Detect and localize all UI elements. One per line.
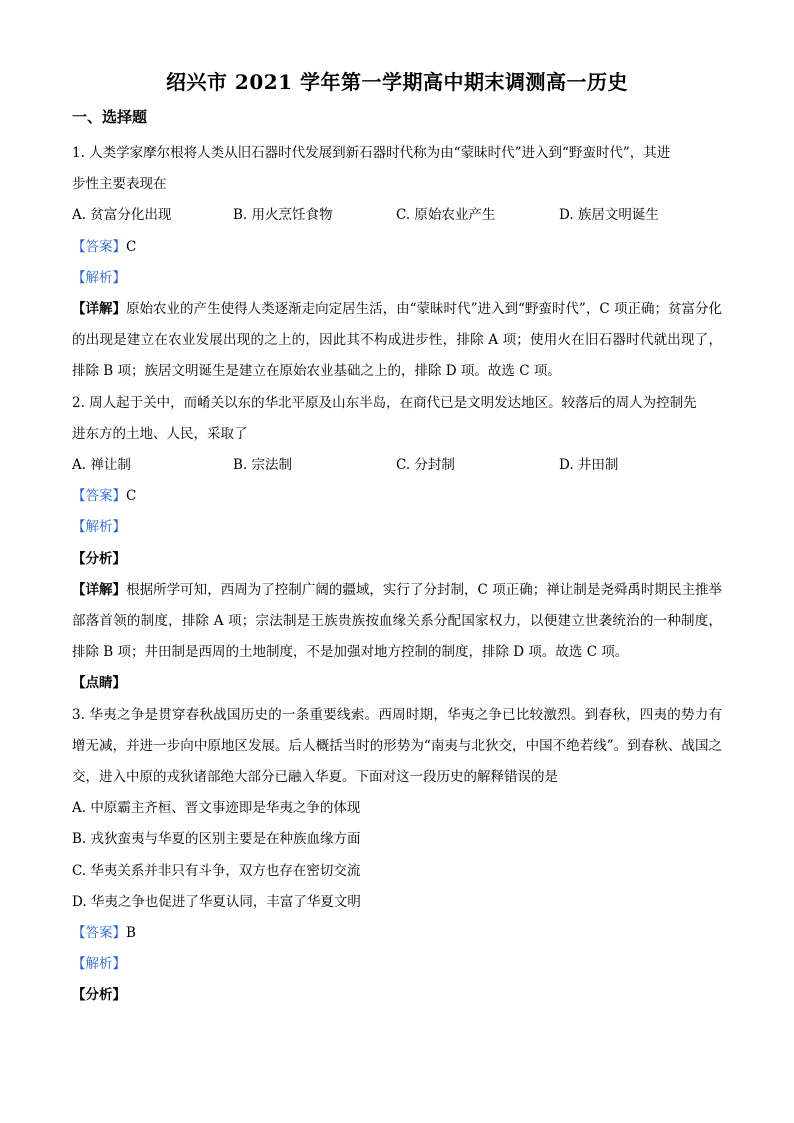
q2-breakdown: 【分析】 [72, 550, 126, 567]
answer-label: 【答案】 [72, 488, 126, 505]
q1-option-c: C. 原始农业产生 [396, 207, 496, 224]
q2-option-c: C. 分封制 [396, 457, 455, 474]
question-list [72, 138, 722, 1012]
q1-answer-value: C [126, 238, 137, 255]
q2-analysis [72, 512, 722, 543]
q3-breakdown: 【分析】 [72, 987, 126, 1004]
q1-option-d: D. 族居文明诞生 [559, 207, 659, 224]
section-heading: 一、选择题 [72, 108, 148, 126]
answer-label: 【答案】 [72, 238, 126, 255]
answer-label: 【答案】 [72, 925, 126, 942]
q2-answer [72, 481, 722, 512]
q1-detail [72, 294, 722, 388]
q1-answer [72, 232, 722, 263]
q1-analysis [72, 263, 722, 294]
q1-stem-line1: 1. 人类学家摩尔根将人类从旧石器时代发展到新石器时代称为由“蒙昧时代”进入到“野蛮时代”，其进 [72, 145, 671, 161]
detail-label: 【详解】 [72, 581, 127, 598]
q3-option-c: C. 华夷关系并非只有斗争，双方也存在密切交流 [72, 862, 361, 879]
q2-option-d: D. 井田制 [559, 457, 619, 474]
q1-detail-text: 原始农业的产生使得人类逐渐走向定居生活，由“蒙昧时代”进入到“野蛮时代”，C 项正确；贫富分化的出现是建立在农业发展出现的之上的，因此其不构成进步性，排除 A 项；使用火在旧石器时代就出现了，排除 B 项；族居文明诞生是建立在原始农业基础之上的，排除 D 项。故选 C 项。 [72, 301, 723, 380]
q3-option-a: A. 中原霸主齐桓、晋文事迹即是华夷之争的体现 [72, 800, 361, 817]
q2-comment: 【点睛】 [72, 675, 126, 692]
q3-stem: 3. 华夷之争是贯穿春秋战国历史的一条重要线索。西周时期，华夷之争已比较激烈。到春秋，四夷的势力有增无减，并进一步向中原地区发展。后人概括当时的形势为“南夷与北狄交，中国不绝若线”。到春秋、战国之交，进入中原的戎狄诸部绝大部分已融入华夏。下面对这一段历史的解释错误的是 [72, 706, 722, 786]
q3-analysis [72, 949, 722, 980]
q2-stem-line2: 进东方的土地、人民，采取了 [72, 425, 248, 442]
q2-options [72, 450, 722, 481]
page-title: 绍兴市 2021 学年第一学期高中期末调测高一历史 [165, 70, 629, 94]
q1-option-b: B. 用火烹饪食物 [233, 207, 333, 224]
analysis-label: 【解析】 [72, 519, 126, 536]
q3-answer-value: B [126, 925, 136, 942]
q2-answer-value: C [126, 488, 137, 505]
q3-option-d: D. 华夷之争也促进了华夏认同，丰富了华夏文明 [72, 893, 361, 910]
q1-stem-line2: 步性主要表现在 [72, 176, 167, 193]
q1-options [72, 200, 722, 231]
q2-option-a: A. 禅让制 [72, 457, 131, 474]
q3-option-b: B. 戎狄蛮夷与华夏的区别主要是在种族血缘方面 [72, 831, 361, 848]
analysis-label: 【解析】 [72, 269, 126, 286]
q2-option-b: B. 宗法制 [233, 457, 293, 474]
detail-label: 【详解】 [72, 301, 127, 318]
q2-detail-text: 根据所学可知，西周为了控制广阔的疆域，实行了分封制，C 项正确；禅让制是尧舜禹时期民主推举部落首领的制度，排除 A 项；宗法制是王族贵族按血缘关系分配国家权力，以便建立世袭统治的一种制度，排除 B 项；井田制是西周的土地制度，不是加强对地方控制的制度，排除 D 项。故选 C 项。 [72, 581, 722, 661]
analysis-label: 【解析】 [72, 956, 126, 973]
q2-detail [72, 575, 722, 669]
q2-stem-line1: 2. 周人起于关中，而崤关以东的华北平原及山东半岛，在商代已是文明发达地区。较落后的周人为控制先 [72, 394, 697, 411]
q3-answer [72, 918, 722, 949]
q1-option-a: A. 贫富分化出现 [72, 207, 172, 224]
